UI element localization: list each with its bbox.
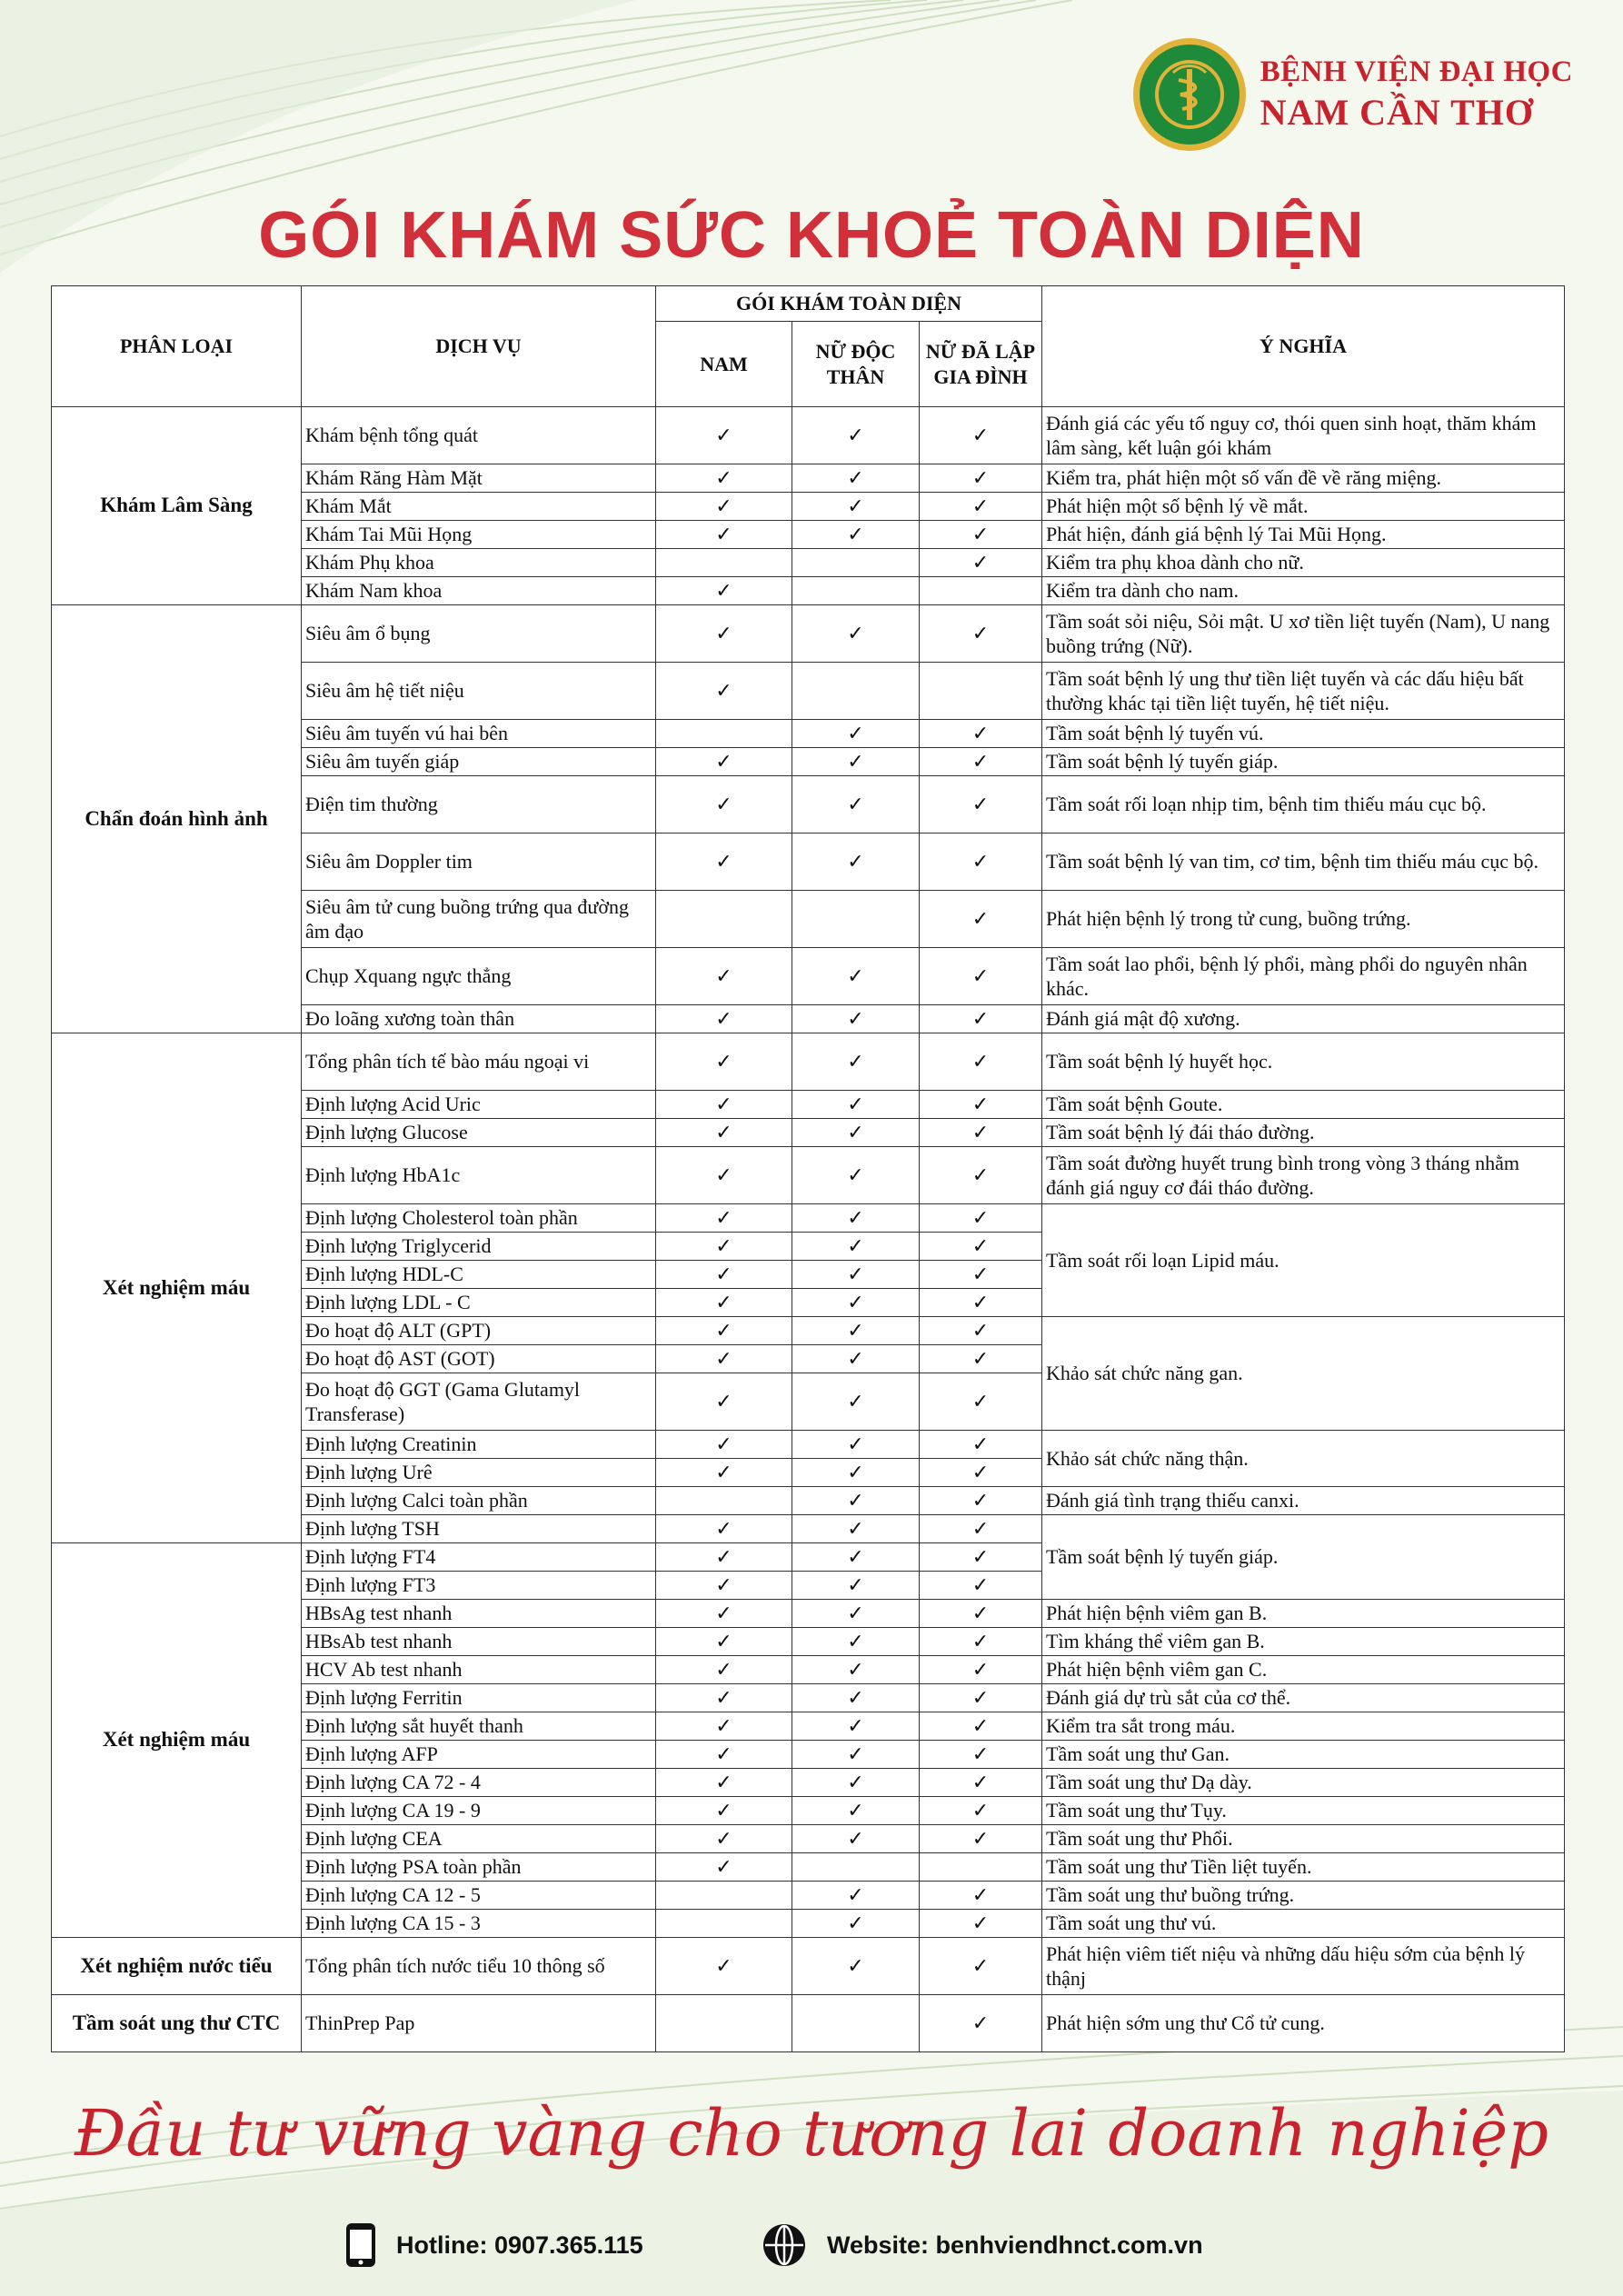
- male-check-cell: [656, 1487, 792, 1515]
- male-check-cell: [656, 891, 792, 948]
- male-check-cell: ✓: [656, 1147, 792, 1204]
- meaning-cell: Khảo sát chức năng thận.: [1042, 1431, 1565, 1487]
- category-cell: Chẩn đoán hình ảnh: [52, 605, 302, 1033]
- male-check-cell: ✓: [656, 1119, 792, 1147]
- meaning-cell: Tầm soát bệnh lý van tim, cơ tim, bệnh tim thiếu máu cục bộ.: [1042, 834, 1565, 891]
- category-cell: Xét nghiệm máu: [52, 1543, 302, 1938]
- meaning-cell: Phát hiện sớm ung thư Cổ tử cung.: [1042, 1995, 1565, 2052]
- hospital-header: [1131, 36, 1573, 153]
- male-check-cell: ✓: [656, 776, 792, 834]
- meaning-cell: Phát hiện một số bệnh lý về mắt.: [1042, 493, 1565, 521]
- female-married-check-cell: ✓: [920, 1769, 1042, 1797]
- male-check-cell: ✓: [656, 1572, 792, 1600]
- service-cell: Điện tim thường: [302, 776, 656, 834]
- meaning-cell: Khảo sát chức năng gan.: [1042, 1317, 1565, 1431]
- female-single-check-cell: ✓: [792, 407, 920, 464]
- service-cell: Định lượng Glucose: [302, 1119, 656, 1147]
- service-cell: Định lượng CA 19 - 9: [302, 1797, 656, 1825]
- table-row: [52, 1033, 1565, 1091]
- male-check-cell: [656, 1882, 792, 1910]
- service-cell: Siêu âm hệ tiết niệu: [302, 663, 656, 720]
- female-single-check-cell: ✓: [792, 1091, 920, 1119]
- female-married-check-cell: [920, 663, 1042, 720]
- female-single-check-cell: [792, 1995, 920, 2052]
- female-single-check-cell: ✓: [792, 1910, 920, 1938]
- globe-icon: [762, 2222, 807, 2268]
- male-check-cell: ✓: [656, 1938, 792, 1995]
- service-cell: Định lượng CA 72 - 4: [302, 1769, 656, 1797]
- meaning-cell: Tầm soát rối loạn Lipid máu.: [1042, 1204, 1565, 1317]
- male-check-cell: ✓: [656, 521, 792, 549]
- male-check-cell: ✓: [656, 1033, 792, 1091]
- meaning-cell: Kiểm tra dành cho nam.: [1042, 577, 1565, 605]
- male-check-cell: ✓: [656, 464, 792, 493]
- female-married-check-cell: ✓: [920, 605, 1042, 663]
- service-cell: Khám Mắt: [302, 493, 656, 521]
- female-single-check-cell: ✓: [792, 1431, 920, 1459]
- female-single-check-cell: ✓: [792, 1233, 920, 1261]
- table-row: [52, 407, 1565, 464]
- meaning-cell: Tầm soát bệnh lý đái tháo đường.: [1042, 1119, 1565, 1147]
- meaning-cell: Tầm soát bệnh lý tuyến giáp.: [1042, 1515, 1565, 1600]
- meaning-cell: Phát hiện viêm tiết niệu và những dấu hiệu sớm của bệnh lý thậnj: [1042, 1938, 1565, 1995]
- service-cell: Định lượng HbA1c: [302, 1147, 656, 1204]
- meaning-cell: Phát hiện bệnh viêm gan B.: [1042, 1600, 1565, 1628]
- female-married-check-cell: ✓: [920, 1543, 1042, 1572]
- male-check-cell: [656, 1995, 792, 2052]
- meaning-cell: Tầm soát bệnh lý ung thư tiền liệt tuyến và các dấu hiệu bất thường khác tại tiền liệt tuyến, hệ tiết niệu.: [1042, 663, 1565, 720]
- female-single-check-cell: ✓: [792, 1882, 920, 1910]
- female-single-check-cell: ✓: [792, 1741, 920, 1769]
- male-check-cell: ✓: [656, 1797, 792, 1825]
- header-category: PHÂN LOẠI: [52, 286, 302, 407]
- female-married-check-cell: ✓: [920, 1938, 1042, 1995]
- category-cell: Xét nghiệm nước tiểu: [52, 1938, 302, 1995]
- female-married-check-cell: ✓: [920, 464, 1042, 493]
- female-single-check-cell: [792, 663, 920, 720]
- female-single-check-cell: [792, 891, 920, 948]
- male-check-cell: ✓: [656, 1091, 792, 1119]
- male-check-cell: ✓: [656, 1769, 792, 1797]
- header-meaning: Ý NGHĨA: [1042, 286, 1565, 407]
- female-single-check-cell: ✓: [792, 1345, 920, 1373]
- female-married-check-cell: ✓: [920, 1233, 1042, 1261]
- male-check-cell: ✓: [656, 1261, 792, 1289]
- female-married-check-cell: ✓: [920, 407, 1042, 464]
- meaning-cell: Tầm soát ung thư Tiền liệt tuyến.: [1042, 1853, 1565, 1882]
- male-check-cell: ✓: [656, 605, 792, 663]
- female-married-check-cell: ✓: [920, 776, 1042, 834]
- male-check-cell: ✓: [656, 1515, 792, 1543]
- male-check-cell: ✓: [656, 1825, 792, 1853]
- meaning-cell: Tầm soát rối loạn nhịp tim, bệnh tim thiếu máu cục bộ.: [1042, 776, 1565, 834]
- female-married-check-cell: ✓: [920, 1459, 1042, 1487]
- service-cell: Định lượng CEA: [302, 1825, 656, 1853]
- female-married-check-cell: ✓: [920, 1373, 1042, 1431]
- female-single-check-cell: ✓: [792, 1600, 920, 1628]
- female-single-check-cell: ✓: [792, 776, 920, 834]
- meaning-cell: Tầm soát ung thư Tụy.: [1042, 1797, 1565, 1825]
- male-check-cell: ✓: [656, 1204, 792, 1233]
- female-single-check-cell: ✓: [792, 1005, 920, 1033]
- female-single-check-cell: ✓: [792, 1317, 920, 1345]
- meaning-cell: Tầm soát ung thư Phổi.: [1042, 1825, 1565, 1853]
- meaning-cell: Tầm soát lao phổi, bệnh lý phổi, màng phổi do nguyên nhân khác.: [1042, 948, 1565, 1005]
- female-married-check-cell: ✓: [920, 1091, 1042, 1119]
- meaning-cell: Tầm soát bệnh lý tuyến vú.: [1042, 720, 1565, 748]
- female-single-check-cell: ✓: [792, 1289, 920, 1317]
- male-check-cell: ✓: [656, 1431, 792, 1459]
- service-cell: Định lượng CA 12 - 5: [302, 1882, 656, 1910]
- meaning-cell: Tầm soát ung thư Gan.: [1042, 1741, 1565, 1769]
- meaning-cell: Tầm soát ung thư vú.: [1042, 1910, 1565, 1938]
- service-cell: Định lượng AFP: [302, 1741, 656, 1769]
- male-check-cell: ✓: [656, 1345, 792, 1373]
- service-cell: Đo hoạt độ GGT (Gama Glutamyl Transferase): [302, 1373, 656, 1431]
- female-married-check-cell: ✓: [920, 493, 1042, 521]
- service-cell: Tổng phân tích nước tiểu 10 thông số: [302, 1938, 656, 1995]
- female-married-check-cell: ✓: [920, 1005, 1042, 1033]
- female-single-check-cell: ✓: [792, 1769, 920, 1797]
- female-married-check-cell: [920, 1853, 1042, 1882]
- category-cell: Tầm soát ung thư CTC: [52, 1995, 302, 2052]
- female-single-check-cell: ✓: [792, 1515, 920, 1543]
- service-cell: Định lượng CA 15 - 3: [302, 1910, 656, 1938]
- male-check-cell: ✓: [656, 577, 792, 605]
- female-single-check-cell: ✓: [792, 1033, 920, 1091]
- male-check-cell: ✓: [656, 1712, 792, 1741]
- male-check-cell: ✓: [656, 407, 792, 464]
- table-row: [52, 605, 1565, 663]
- female-married-check-cell: ✓: [920, 1628, 1042, 1656]
- service-cell: Định lượng Triglycerid: [302, 1233, 656, 1261]
- male-check-cell: ✓: [656, 748, 792, 776]
- female-married-check-cell: ✓: [920, 1600, 1042, 1628]
- female-married-check-cell: ✓: [920, 1712, 1042, 1741]
- male-check-cell: [656, 549, 792, 577]
- female-single-check-cell: ✓: [792, 464, 920, 493]
- category-cell: Khám Lâm Sàng: [52, 407, 302, 605]
- female-single-check-cell: ✓: [792, 493, 920, 521]
- female-single-check-cell: ✓: [792, 1459, 920, 1487]
- female-single-check-cell: ✓: [792, 748, 920, 776]
- female-married-check-cell: ✓: [920, 1289, 1042, 1317]
- meaning-cell: Tầm soát đường huyết trung bình trong vòng 3 tháng nhằm đánh giá nguy cơ đái tháo đường.: [1042, 1147, 1565, 1204]
- service-cell: Đo loãng xương toàn thân: [302, 1005, 656, 1033]
- female-married-check-cell: ✓: [920, 1033, 1042, 1091]
- female-single-check-cell: ✓: [792, 1204, 920, 1233]
- service-cell: Định lượng PSA toàn phần: [302, 1853, 656, 1882]
- meaning-cell: Tìm kháng thể viêm gan B.: [1042, 1628, 1565, 1656]
- hospital-name: [1260, 55, 1573, 134]
- service-cell: Định lượng FT3: [302, 1572, 656, 1600]
- female-married-check-cell: ✓: [920, 1204, 1042, 1233]
- female-married-check-cell: ✓: [920, 1797, 1042, 1825]
- female-single-check-cell: ✓: [792, 1628, 920, 1656]
- service-cell: Khám Tai Mũi Họng: [302, 521, 656, 549]
- service-cell: ThinPrep Pap: [302, 1995, 656, 2052]
- service-cell: Khám bệnh tổng quát: [302, 407, 656, 464]
- service-cell: Định lượng Creatinin: [302, 1431, 656, 1459]
- service-cell: Định lượng Urê: [302, 1459, 656, 1487]
- female-single-check-cell: [792, 1853, 920, 1882]
- male-check-cell: ✓: [656, 834, 792, 891]
- female-married-check-cell: ✓: [920, 1487, 1042, 1515]
- service-cell: Định lượng Acid Uric: [302, 1091, 656, 1119]
- male-check-cell: ✓: [656, 1317, 792, 1345]
- male-check-cell: ✓: [656, 948, 792, 1005]
- female-married-check-cell: ✓: [920, 1345, 1042, 1373]
- female-married-check-cell: ✓: [920, 1119, 1042, 1147]
- female-married-check-cell: [920, 577, 1042, 605]
- meaning-cell: Tầm soát bệnh Goute.: [1042, 1091, 1565, 1119]
- male-check-cell: ✓: [656, 1628, 792, 1656]
- male-check-cell: [656, 1910, 792, 1938]
- female-single-check-cell: ✓: [792, 1684, 920, 1712]
- table-row: [52, 1938, 1565, 1995]
- service-cell: Siêu âm tuyến giáp: [302, 748, 656, 776]
- female-single-check-cell: ✓: [792, 1572, 920, 1600]
- service-cell: Siêu âm Doppler tim: [302, 834, 656, 891]
- male-check-cell: ✓: [656, 1005, 792, 1033]
- service-cell: Đo hoạt độ AST (GOT): [302, 1345, 656, 1373]
- header-package-group: GÓI KHÁM TOÀN DIỆN: [656, 286, 1042, 322]
- meaning-cell: Kiểm tra, phát hiện một số vấn đề về răng miệng.: [1042, 464, 1565, 493]
- hospital-logo-icon: [1131, 36, 1248, 153]
- female-single-check-cell: ✓: [792, 1712, 920, 1741]
- female-married-check-cell: ✓: [920, 1882, 1042, 1910]
- hotline[interactable]: [345, 2222, 643, 2268]
- female-married-check-cell: ✓: [920, 1261, 1042, 1289]
- male-check-cell: ✓: [656, 1459, 792, 1487]
- female-single-check-cell: ✓: [792, 1487, 920, 1515]
- female-single-check-cell: ✓: [792, 1938, 920, 1995]
- footer: [0, 2222, 1623, 2277]
- male-check-cell: ✓: [656, 1741, 792, 1769]
- service-cell: HBsAb test nhanh: [302, 1628, 656, 1656]
- female-married-check-cell: ✓: [920, 1515, 1042, 1543]
- service-cell: Siêu âm tuyến vú hai bên: [302, 720, 656, 748]
- meaning-cell: Phát hiện bệnh viêm gan C.: [1042, 1656, 1565, 1684]
- meaning-cell: Đánh giá dự trù sắt của cơ thể.: [1042, 1684, 1565, 1712]
- website-text: Website: benhviendhnct.com.vn: [827, 2231, 1203, 2259]
- meaning-cell: Đánh giá mật độ xương.: [1042, 1005, 1565, 1033]
- category-cell: Xét nghiệm máu: [52, 1033, 302, 1543]
- service-cell: Định lượng TSH: [302, 1515, 656, 1543]
- service-cell: Định lượng sắt huyết thanh: [302, 1712, 656, 1741]
- male-check-cell: ✓: [656, 663, 792, 720]
- header-female-single: NỮ ĐỘC THÂN: [792, 322, 920, 407]
- hotline-text: Hotline: 0907.365.115: [396, 2231, 643, 2259]
- female-married-check-cell: ✓: [920, 834, 1042, 891]
- female-married-check-cell: ✓: [920, 1684, 1042, 1712]
- meaning-cell: Tầm soát sỏi niệu, Sỏi mật. U xơ tiền liệt tuyến (Nam), U nang buồng trứng (Nữ).: [1042, 605, 1565, 663]
- female-married-check-cell: ✓: [920, 521, 1042, 549]
- meaning-cell: Tầm soát ung thư buồng trứng.: [1042, 1882, 1565, 1910]
- service-cell: Định lượng Ferritin: [302, 1684, 656, 1712]
- female-married-check-cell: ✓: [920, 891, 1042, 948]
- meaning-cell: Tầm soát ung thư Dạ dày.: [1042, 1769, 1565, 1797]
- hospital-name-line1: BỆNH VIỆN ĐẠI HỌC: [1260, 55, 1573, 88]
- meaning-cell: Đánh giá tình trạng thiếu canxi.: [1042, 1487, 1565, 1515]
- meaning-cell: Đánh giá các yếu tố nguy cơ, thói quen sinh hoạt, thăm khám lâm sàng, kết luận gói khám: [1042, 407, 1565, 464]
- meaning-cell: Kiểm tra phụ khoa dành cho nữ.: [1042, 549, 1565, 577]
- female-single-check-cell: [792, 549, 920, 577]
- header-female-married: NỮ ĐÃ LẬP GIA ĐÌNH: [920, 322, 1042, 407]
- female-married-check-cell: ✓: [920, 1995, 1042, 2052]
- meaning-cell: Phát hiện bệnh lý trong tử cung, buồng trứng.: [1042, 891, 1565, 948]
- male-check-cell: ✓: [656, 1853, 792, 1882]
- meaning-cell: Tầm soát bệnh lý huyết học.: [1042, 1033, 1565, 1091]
- service-table: [51, 285, 1565, 2052]
- female-married-check-cell: ✓: [920, 1656, 1042, 1684]
- table-row: [52, 1995, 1565, 2052]
- female-single-check-cell: ✓: [792, 1261, 920, 1289]
- female-married-check-cell: ✓: [920, 948, 1042, 1005]
- female-married-check-cell: ✓: [920, 720, 1042, 748]
- female-single-check-cell: ✓: [792, 1543, 920, 1572]
- female-married-check-cell: ✓: [920, 1825, 1042, 1853]
- header-male: NAM: [656, 322, 792, 407]
- service-cell: Đo hoạt độ ALT (GPT): [302, 1317, 656, 1345]
- service-cell: Tổng phân tích tế bào máu ngoại vi: [302, 1033, 656, 1091]
- male-check-cell: ✓: [656, 1656, 792, 1684]
- female-single-check-cell: ✓: [792, 1656, 920, 1684]
- female-married-check-cell: ✓: [920, 1741, 1042, 1769]
- meaning-cell: Tầm soát bệnh lý tuyến giáp.: [1042, 748, 1565, 776]
- service-cell: Siêu âm tử cung buồng trứng qua đường âm đạo: [302, 891, 656, 948]
- female-single-check-cell: ✓: [792, 834, 920, 891]
- service-cell: Định lượng HDL-C: [302, 1261, 656, 1289]
- slogan: Đầu tư vững vàng cho tương lai doanh nghiệp: [74, 2096, 1549, 2171]
- service-cell: Khám Răng Hàm Mặt: [302, 464, 656, 493]
- service-cell: HBsAg test nhanh: [302, 1600, 656, 1628]
- male-check-cell: ✓: [656, 1600, 792, 1628]
- female-single-check-cell: ✓: [792, 1825, 920, 1853]
- meaning-cell: Kiểm tra sắt trong máu.: [1042, 1712, 1565, 1741]
- male-check-cell: ✓: [656, 1543, 792, 1572]
- female-married-check-cell: ✓: [920, 1147, 1042, 1204]
- male-check-cell: ✓: [656, 1233, 792, 1261]
- service-cell: Định lượng Calci toàn phần: [302, 1487, 656, 1515]
- female-single-check-cell: ✓: [792, 1119, 920, 1147]
- female-single-check-cell: ✓: [792, 720, 920, 748]
- meaning-cell: Phát hiện, đánh giá bệnh lý Tai Mũi Họng.: [1042, 521, 1565, 549]
- female-single-check-cell: ✓: [792, 521, 920, 549]
- male-check-cell: ✓: [656, 1684, 792, 1712]
- female-single-check-cell: ✓: [792, 1147, 920, 1204]
- female-single-check-cell: ✓: [792, 948, 920, 1005]
- female-married-check-cell: ✓: [920, 1910, 1042, 1938]
- male-check-cell: [656, 720, 792, 748]
- female-married-check-cell: ✓: [920, 549, 1042, 577]
- female-married-check-cell: ✓: [920, 1317, 1042, 1345]
- female-single-check-cell: ✓: [792, 1797, 920, 1825]
- male-check-cell: ✓: [656, 493, 792, 521]
- service-cell: Khám Nam khoa: [302, 577, 656, 605]
- service-cell: HCV Ab test nhanh: [302, 1656, 656, 1684]
- female-married-check-cell: ✓: [920, 748, 1042, 776]
- service-cell: Định lượng Cholesterol toàn phần: [302, 1204, 656, 1233]
- service-cell: Định lượng FT4: [302, 1543, 656, 1572]
- page-title: GÓI KHÁM SỨC KHOẺ TOÀN DIỆN: [258, 199, 1365, 272]
- header-service: DỊCH VỤ: [302, 286, 656, 407]
- male-check-cell: ✓: [656, 1373, 792, 1431]
- female-single-check-cell: [792, 577, 920, 605]
- female-single-check-cell: ✓: [792, 1373, 920, 1431]
- female-single-check-cell: ✓: [792, 605, 920, 663]
- service-cell: Khám Phụ khoa: [302, 549, 656, 577]
- service-cell: Định lượng LDL - C: [302, 1289, 656, 1317]
- male-check-cell: ✓: [656, 1289, 792, 1317]
- female-married-check-cell: ✓: [920, 1572, 1042, 1600]
- female-married-check-cell: ✓: [920, 1431, 1042, 1459]
- service-cell: Chụp Xquang ngực thẳng: [302, 948, 656, 1005]
- hospital-name-line2: NAM CẦN THƠ: [1260, 92, 1534, 133]
- service-cell: Siêu âm ổ bụng: [302, 605, 656, 663]
- website[interactable]: [762, 2222, 1203, 2268]
- phone-icon: [345, 2222, 376, 2268]
